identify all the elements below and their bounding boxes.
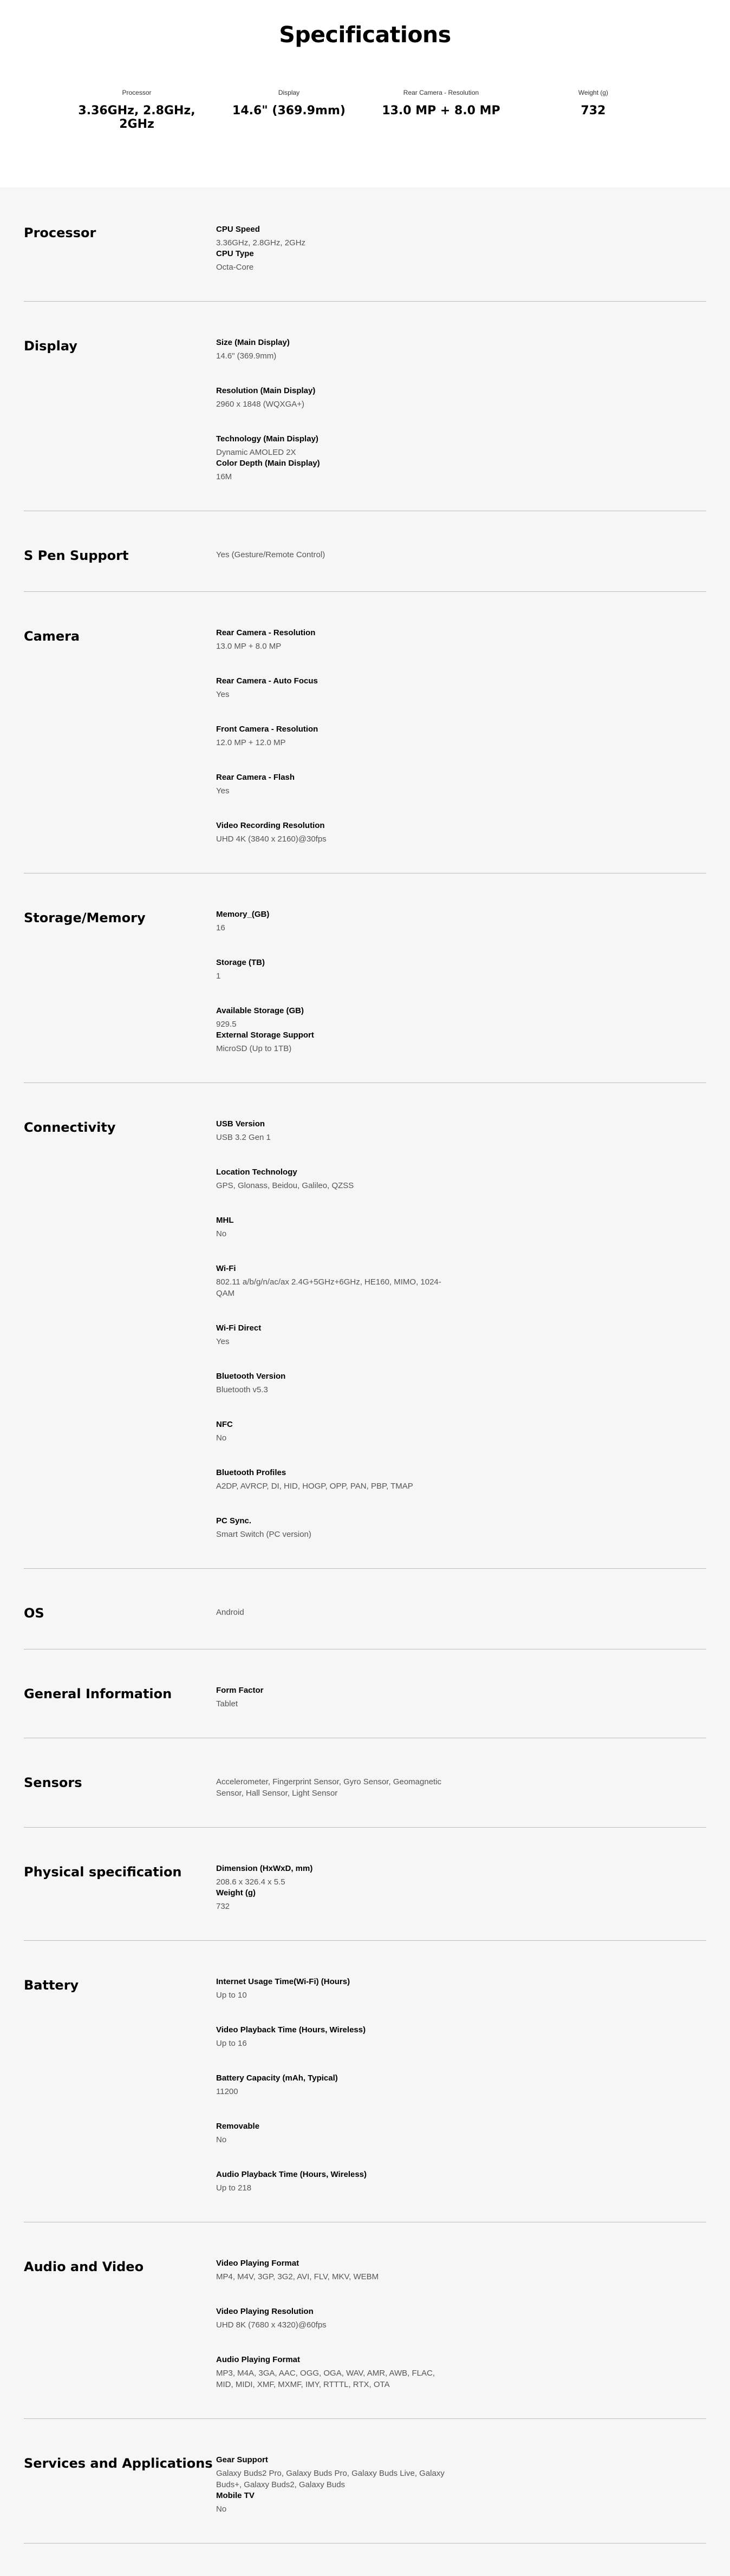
spec-value: 13.0 MP + 8.0 MP [216, 642, 282, 651]
spec-item-mobile-tv [216, 2490, 467, 2515]
spec-label: Audio Playing Format [216, 2355, 301, 2364]
page-title: Specifications [279, 22, 451, 48]
spec-group-storage [24, 873, 706, 1083]
spec-value: Yes (Gesture/Remote Control) [216, 550, 325, 559]
spec-value: No [216, 2135, 227, 2144]
spec-value: No [216, 2505, 227, 2514]
spec-item-removable [216, 2121, 467, 2145]
spec-label: Form Factor [216, 1686, 264, 1695]
spec-label: Weight (g) [216, 1888, 256, 1897]
spec-group-os [24, 1569, 706, 1649]
spec-label: Technology (Main Display) [216, 434, 318, 444]
spec-group-services [24, 2419, 706, 2544]
spec-item-bluetooth-version [216, 1371, 467, 1395]
spec-value: Tablet [216, 1699, 238, 1708]
spec-item-rear-autofocus [216, 676, 467, 700]
spec-value: Yes [216, 1337, 230, 1346]
spec-value: Octa-Core [216, 263, 254, 272]
spec-label: NFC [216, 1420, 233, 1429]
spec-item-resolution [216, 386, 467, 410]
spec-label: Video Playback Time (Hours, Wireless) [216, 2025, 366, 2034]
spec-item-wifi [216, 1263, 467, 1299]
spec-item-bluetooth-profiles [216, 1468, 467, 1492]
spec-label: Mobile TV [216, 2491, 255, 2500]
spec-group-s-pen [24, 511, 706, 592]
spec-label: MHL [216, 1216, 234, 1225]
spec-value: Bluetooth v5.3 [216, 1385, 268, 1394]
highlight-weight [517, 89, 669, 131]
spec-value: UHD 4K (3840 x 2160)@30fps [216, 834, 327, 844]
spec-value: No [216, 1433, 227, 1443]
spec-group-audio-video [24, 2222, 706, 2419]
group-title: General Information [24, 1686, 172, 1701]
spec-group-processor [24, 187, 706, 302]
spec-item-cpu-type [216, 249, 467, 273]
spec-item-usb-version [216, 1119, 467, 1143]
spec-label: Bluetooth Version [216, 1372, 286, 1381]
spec-group-physical [24, 1828, 706, 1941]
spec-item-rear-flash [216, 772, 467, 797]
spec-item-wifi-direct [216, 1323, 467, 1347]
spec-value: MicroSD (Up to 1TB) [216, 1044, 292, 1053]
spec-item-nfc [216, 1419, 467, 1444]
spec-label: PC Sync. [216, 1516, 252, 1525]
spec-header [0, 0, 730, 187]
group-title: Physical specification [24, 1864, 182, 1880]
group-title: Connectivity [24, 1120, 116, 1135]
spec-item-video-playing-format [216, 2258, 467, 2282]
spec-label: Resolution (Main Display) [216, 386, 316, 395]
spec-item-audio-playing-format [216, 2355, 467, 2390]
highlight-label: Display [278, 89, 300, 96]
group-title: Processor [24, 225, 96, 240]
spec-label: USB Version [216, 1119, 265, 1129]
spec-item-weight [216, 1888, 467, 1912]
spec-value: Yes [216, 690, 230, 699]
spec-item-video-recording [216, 820, 467, 845]
spec-item-rear-resolution [216, 628, 467, 652]
highlight-processor [61, 89, 213, 131]
spec-value: 929.5 [216, 1020, 237, 1029]
spec-item-battery-capacity [216, 2073, 467, 2097]
highlight-label: Rear Camera - Resolution [403, 89, 479, 96]
highlight-value: 732 [581, 104, 606, 118]
spec-label: Storage (TB) [216, 958, 265, 967]
spec-item-cpu-speed [216, 224, 467, 249]
spec-value: Yes [216, 786, 230, 795]
spec-group-connectivity [24, 1083, 706, 1569]
spec-value: Dynamic AMOLED 2X [216, 448, 296, 457]
spec-label: Removable [216, 2122, 260, 2131]
spec-label: CPU Speed [216, 225, 260, 234]
spec-label: Internet Usage Time(Wi-Fi) (Hours) [216, 1977, 350, 1986]
spec-highlights [61, 89, 669, 131]
highlight-display [213, 89, 365, 131]
spec-item-video-playing-resolution [216, 2306, 467, 2331]
spec-group-general-information [24, 1649, 706, 1738]
group-title: OS [24, 1606, 44, 1621]
spec-item-gear-support [216, 2455, 467, 2490]
spec-value: 11200 [216, 2087, 238, 2096]
spec-item-technology [216, 434, 467, 458]
spec-item-size [216, 337, 467, 362]
spec-value: 16 [216, 923, 225, 932]
spec-value: 732 [216, 1902, 230, 1911]
spec-item-memory [216, 909, 467, 934]
spec-value: MP3, M4A, 3GA, AAC, OGG, OGA, WAV, AMR, AWB, FLAC, MID, MIDI, XMF, MXMF, IMY, RTTTL, RTX, OTA [216, 2369, 435, 2389]
spec-label: Front Camera - Resolution [216, 725, 318, 734]
spec-label: Size (Main Display) [216, 338, 290, 347]
spec-value: 2960 x 1848 (WQXGA+) [216, 400, 304, 409]
spec-value: Smart Switch (PC version) [216, 1530, 311, 1539]
spec-value: Android [216, 1608, 244, 1617]
spec-item-front-resolution [216, 724, 467, 748]
spec-group-camera [24, 592, 706, 873]
spec-label: Battery Capacity (mAh, Typical) [216, 2073, 338, 2083]
spec-value: 16M [216, 472, 232, 481]
spec-value: Up to 218 [216, 2183, 252, 2193]
highlight-value: 14.6" (369.9mm) [232, 104, 346, 118]
spec-value: 14.6" (369.9mm) [216, 351, 277, 361]
spec-list [0, 187, 730, 2576]
spec-label: Location Technology [216, 1168, 297, 1177]
highlight-value: 3.36GHz, 2.8GHz, 2GHz [78, 104, 195, 131]
group-title: Battery [24, 1978, 79, 1993]
spec-item-form-factor [216, 1685, 467, 1710]
spec-item-video-playback-time [216, 2025, 467, 2049]
spec-item-color-depth [216, 458, 467, 482]
highlight-value: 13.0 MP + 8.0 MP [382, 104, 500, 118]
group-title: Display [24, 338, 77, 354]
spec-label: Video Playing Resolution [216, 2307, 314, 2316]
spec-value: 208.6 x 326.4 x 5.5 [216, 1877, 285, 1887]
group-title: Services and Applications [24, 2456, 213, 2471]
spec-label: Bluetooth Profiles [216, 1468, 286, 1477]
spec-group-display [24, 302, 706, 511]
spec-value: Up to 10 [216, 1991, 247, 2000]
spec-value: USB 3.2 Gen 1 [216, 1133, 271, 1142]
spec-item-external-storage [216, 1030, 467, 1054]
spec-value: Accelerometer, Fingerprint Sensor, Gyro Sensor, Geomagnetic Sensor, Hall Sensor, Light Sensor [216, 1777, 442, 1798]
spec-item-mhl [216, 1215, 467, 1240]
spec-label: Gear Support [216, 2455, 268, 2464]
highlight-label: Processor [122, 89, 152, 96]
highlight-label: Weight (g) [578, 89, 609, 96]
spec-label: Rear Camera - Auto Focus [216, 676, 318, 686]
spec-label: Rear Camera - Resolution [216, 628, 316, 637]
highlight-rear-camera [365, 89, 517, 131]
spec-group-battery [24, 1941, 706, 2222]
spec-value: 3.36GHz, 2.8GHz, 2GHz [216, 238, 306, 247]
spec-value: UHD 8K (7680 x 4320)@60fps [216, 2320, 327, 2330]
spec-value: MP4, M4V, 3GP, 3G2, AVI, FLV, MKV, WEBM [216, 2272, 379, 2281]
spec-value: 12.0 MP + 12.0 MP [216, 738, 286, 747]
spec-value: Up to 16 [216, 2039, 247, 2048]
spec-label: Video Recording Resolution [216, 821, 325, 830]
spec-label: Available Storage (GB) [216, 1006, 304, 1015]
spec-value: No [216, 1229, 227, 1238]
spec-item-pc-sync [216, 1516, 467, 1540]
spec-label: Video Playing Format [216, 2259, 299, 2268]
spec-label: Color Depth (Main Display) [216, 459, 320, 468]
spec-label: CPU Type [216, 249, 254, 258]
spec-item-available-storage [216, 1006, 467, 1030]
spec-group-sensors [24, 1738, 706, 1828]
spec-label: Audio Playback Time (Hours, Wireless) [216, 2170, 367, 2179]
spec-label: Wi-Fi [216, 1264, 236, 1273]
spec-value: 1 [216, 971, 221, 981]
spec-item-storage [216, 957, 467, 982]
spec-value: A2DP, AVRCP, DI, HID, HOGP, OPP, PAN, PBP, TMAP [216, 1482, 413, 1491]
spec-item-audio-playback-time [216, 2169, 467, 2194]
spec-value: Galaxy Buds2 Pro, Galaxy Buds Pro, Galaxy Buds Live, Galaxy Buds+, Galaxy Buds2, Galaxy Buds [216, 2469, 445, 2489]
group-title: Sensors [24, 1775, 82, 1790]
spec-label: Memory_(GB) [216, 910, 270, 919]
spec-item-internet-usage-time [216, 1977, 467, 2001]
spec-item-location [216, 1167, 467, 1191]
group-title: Audio and Video [24, 2259, 144, 2274]
spec-value: 802.11 a/b/g/n/ac/ax 2.4G+5GHz+6GHz, HE160, MIMO, 1024-QAM [216, 1277, 441, 1298]
group-title: S Pen Support [24, 548, 129, 563]
spec-label: Wi-Fi Direct [216, 1323, 262, 1333]
spec-value: GPS, Glonass, Beidou, Galileo, QZSS [216, 1181, 354, 1190]
spec-item-dimension [216, 1863, 467, 1888]
group-title: Camera [24, 629, 80, 644]
spec-label: Rear Camera - Flash [216, 773, 295, 782]
spec-label: External Storage Support [216, 1031, 314, 1040]
group-title: Storage/Memory [24, 910, 146, 925]
spec-label: Dimension (HxWxD, mm) [216, 1864, 313, 1873]
